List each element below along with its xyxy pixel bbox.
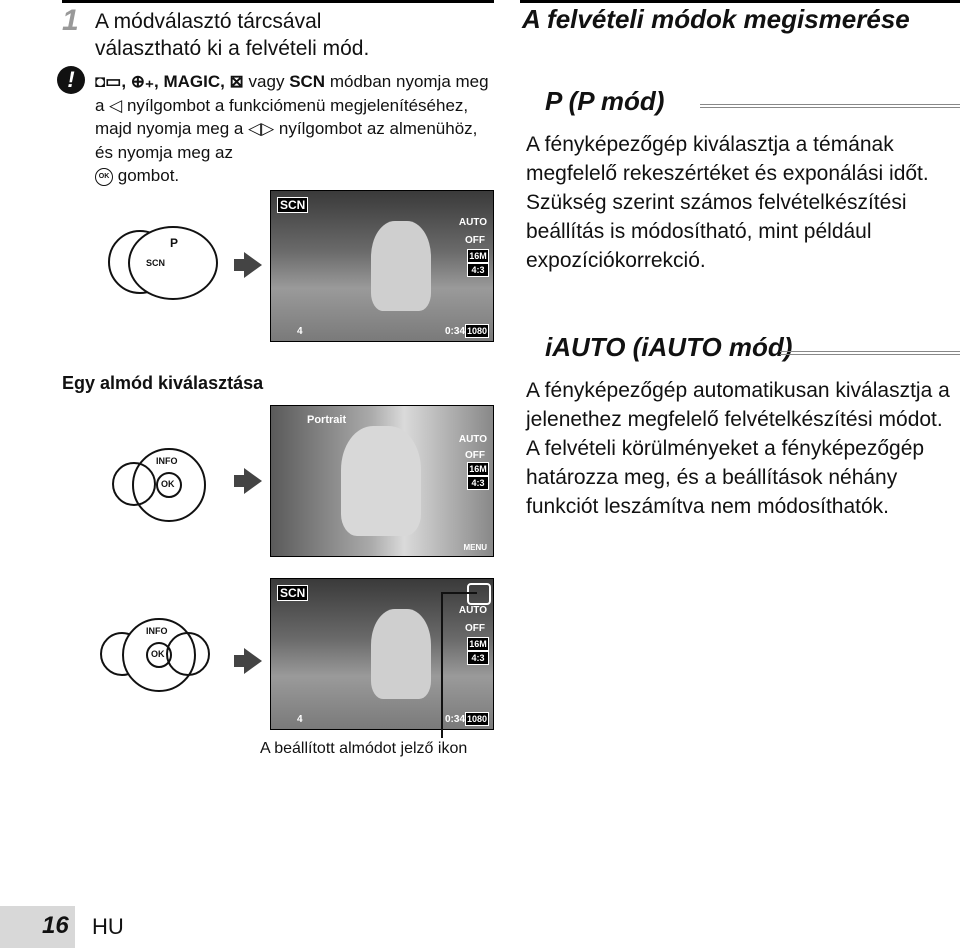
osd-menu: MENU	[463, 543, 487, 552]
mode-icons: ◘▭, ⊕₊, MAGIC, ⊠	[95, 72, 244, 91]
control-pad-illustration	[112, 448, 222, 520]
note-text	[95, 70, 495, 188]
scn-mode-icon: SCN	[277, 197, 308, 213]
right-press-ring	[166, 632, 210, 676]
osd-res: 1080	[466, 326, 488, 336]
osd-ratio: 4:3	[467, 651, 489, 665]
section-iauto-text: A fényképezőgép automatikusan kiválasztja a jelenethez megfelelő felvételkészítési módot. A felvételi körülményeket a fényképezőgép határozza meg, és a beállítások néhány funkciót leszámítva nem módosíthatók.	[526, 379, 950, 518]
page-number: 16	[42, 912, 69, 939]
step-number: 1	[62, 4, 79, 37]
step-text: A módválasztó tárcsával választható ki a felvételi mód.	[95, 10, 370, 60]
arrow-right-icon	[244, 468, 262, 494]
screen-photo	[271, 191, 493, 341]
mode-dial-illustration	[108, 226, 218, 298]
scn-mode-label: SCN	[289, 72, 326, 91]
language-code: HU	[92, 914, 124, 939]
portrait-face	[341, 426, 421, 536]
scn-mode-icon: SCN	[277, 585, 308, 601]
sub-heading: Egy almód kiválasztása	[62, 373, 264, 393]
mode-dial	[128, 226, 218, 300]
note-or: vagy	[248, 72, 285, 91]
osd-ratio: 4:3	[467, 476, 489, 490]
portrait-label: Portrait	[307, 414, 347, 426]
ok-button-icon: OK	[95, 168, 113, 186]
pad-info-label: INFO	[156, 456, 178, 466]
osd-size: 16M	[467, 462, 489, 476]
osd-auto: AUTO	[458, 217, 487, 228]
dial-p-label: P	[170, 236, 179, 250]
osd-off: OFF	[465, 623, 485, 634]
portrait-photo	[271, 406, 493, 556]
arrow-tail	[234, 259, 244, 271]
osd-res: 1080	[466, 714, 488, 724]
camera-screen-portrait	[270, 405, 494, 557]
section-p-rule	[700, 104, 960, 108]
arrow-tail	[234, 655, 244, 667]
osd-ratio: 4:3	[467, 263, 489, 277]
section-iauto-heading: iAUTO (iAUTO mód)	[545, 332, 793, 362]
top-rule-right	[520, 0, 960, 3]
photo-subject	[371, 609, 431, 699]
warning-icon: !	[57, 66, 85, 94]
note-body: módban nyomja meg a ◁ nyílgombot a funkciómenü megjelenítéséhez, majd nyomja meg a ◁▷ nyílgombot az almenühöz, és nyomja meg az	[95, 72, 489, 162]
control-pad-illustration-2	[100, 618, 220, 690]
camera-screen-result	[270, 578, 494, 730]
osd-time: 0:34	[444, 326, 465, 337]
caption: A beállított almódot jelző ikon	[260, 740, 468, 757]
osd-shots: 4	[297, 714, 303, 725]
osd-size: 16M	[467, 249, 489, 263]
osd-auto: AUTO	[458, 605, 487, 616]
osd-auto: AUTO	[458, 434, 487, 445]
screen-photo	[271, 579, 493, 729]
section-p-text: A fényképezőgép kiválasztja a témának megfelelő rekeszértéket és exponálási időt. Szükség szerint számos felvételkészítési beállítás is módosítható, mint például expozíciókorrekció.	[526, 133, 929, 272]
callout-line-vertical	[441, 592, 443, 738]
note-end: gombot.	[117, 166, 180, 185]
arrow-right-icon	[244, 648, 262, 674]
page-title: A felvételi módok megismerése	[522, 4, 910, 34]
dial-scn-label: SCN	[146, 258, 166, 268]
osd-size: 16M	[467, 637, 489, 651]
arrow-right-icon	[244, 252, 262, 278]
callout-line	[441, 592, 477, 594]
camera-screen-scn	[270, 190, 494, 342]
osd-time: 0:34	[444, 714, 465, 725]
osd-off: OFF	[465, 450, 485, 461]
top-rule-left	[62, 0, 494, 3]
left-press-ring	[112, 462, 156, 506]
osd-off: OFF	[465, 235, 485, 246]
section-iauto-rule	[780, 351, 960, 355]
osd-shots: 4	[297, 326, 303, 337]
section-p-heading: P (P mód)	[545, 86, 665, 116]
submode-icon-highlight	[467, 583, 491, 605]
pad-ok-label: OK	[161, 479, 175, 489]
pad-info-label: INFO	[146, 626, 168, 636]
pad-ok-label: OK	[151, 649, 165, 659]
photo-subject	[371, 221, 431, 311]
arrow-tail	[234, 475, 244, 487]
